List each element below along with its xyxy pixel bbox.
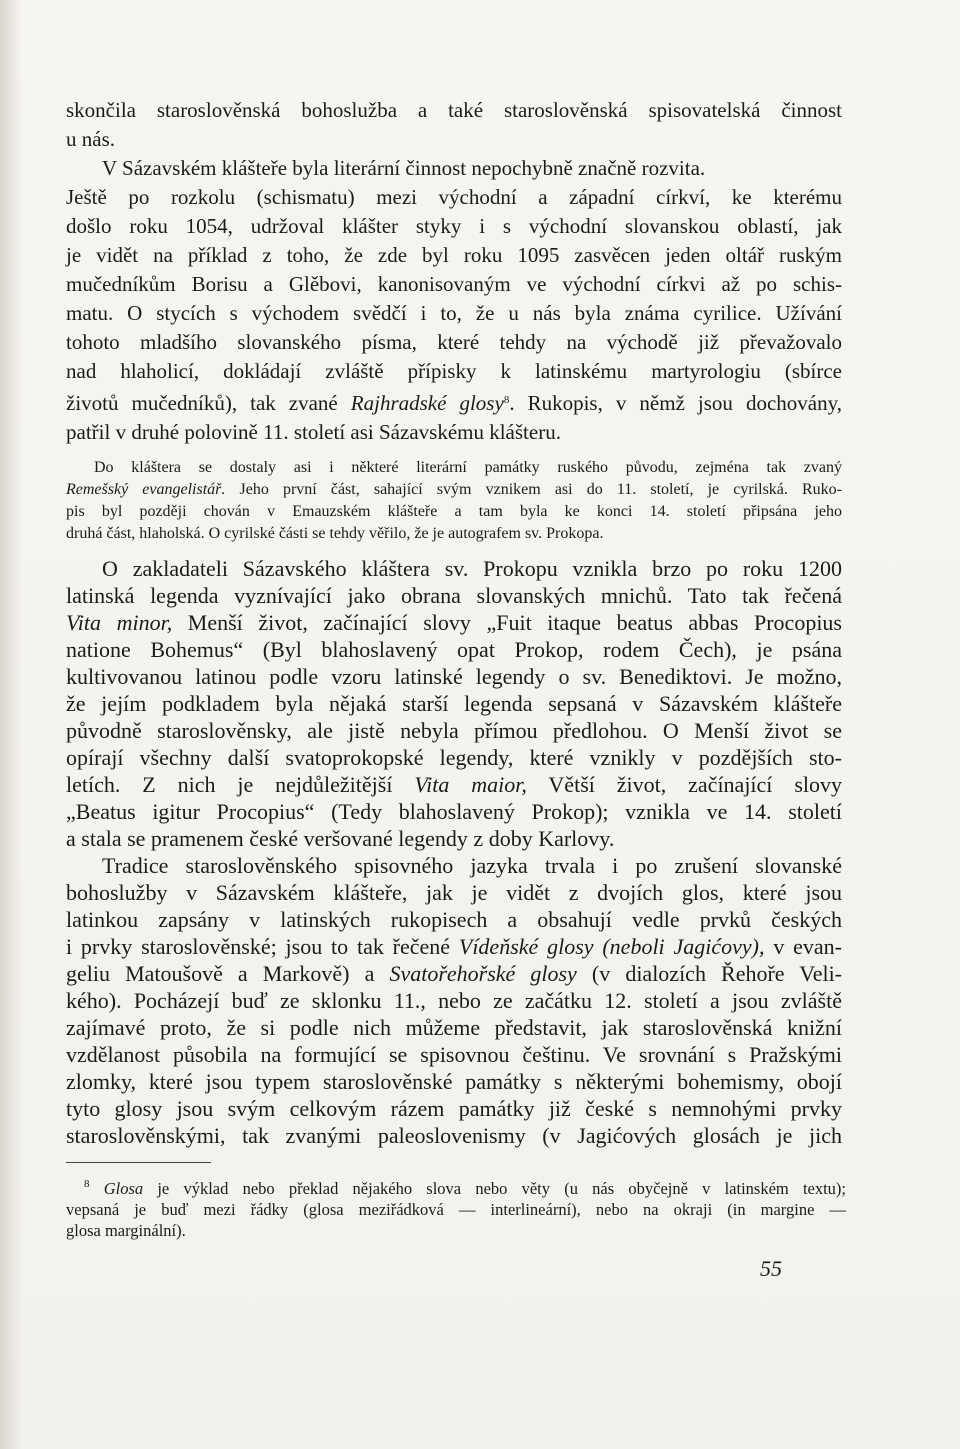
text-line: kultivovanou latinou podle vzoru latinské legendy o sv. Benediktovi. Je možno,: [66, 664, 842, 689]
text-fragment: i prvky staroslověnské; jsou to tak řečené: [66, 934, 459, 959]
paragraph-3: [66, 555, 842, 852]
text-line: mučedníkům Borisu a Glěbovi, kanonisovaným ve východní církvi až po schis-: [66, 272, 842, 296]
text-line: zlomky, které jsou typem staroslověnské památky s některými bohemismy, obojí: [66, 1069, 842, 1094]
page-edge-shadow: [0, 0, 22, 1449]
text-line: Ještě po rozkolu (schismatu) mezi východní a západní církví, ke kterému: [66, 185, 842, 209]
text-line: kého). Pocházejí buď ze sklonku 11., nebo ze začátku 12. století a jsou zvláště: [66, 988, 842, 1013]
text-line: matu. O stycích s východem svědčí i to, že u nás byla známa cyrilice. Užívání: [66, 301, 842, 325]
text-fragment: Menší život, začínající slovy „Fuit itaque beatus abbas Procopius: [172, 610, 842, 635]
text-line: glosa marginální).: [66, 1221, 186, 1240]
paragraph-1: [66, 96, 842, 154]
text-line: „Beatus igitur Procopius“ (Tedy blahoslavený Prokop); vznikla ve 14. století: [66, 799, 842, 824]
italic-title: Remešský evangelistář.: [66, 481, 226, 498]
footnote-marker: 8: [503, 394, 510, 406]
small-print-paragraph: [66, 457, 842, 545]
paragraph-4: [66, 852, 842, 1149]
text-line: vzdělanost působila na formující se spisovnou češtinu. Ve srovnání s Pražskými: [66, 1042, 842, 1067]
text-line: patřil v druhé polovině 11. století asi Sázavskému klášteru.: [66, 420, 561, 444]
text-line: vepsaná je buď mezi řádky (glosa meziřádková — interlineární), nebo na okraji (in margine —: [66, 1200, 846, 1219]
text-line: bohoslužby v Sázavském klášteře, jak je vidět z dvojích glos, které jsou: [66, 880, 842, 905]
text-line: Do kláštera se dostaly asi i některé literární památky ruského původu, zejména tak zvaný: [94, 459, 842, 476]
text-fragment: Jeho první část, sahající svým vznikem asi do 11. století, je cyrilská. Ruko-: [225, 481, 843, 498]
italic-title: Vita maior,: [414, 772, 527, 797]
footnote-marker: 8: [84, 1178, 90, 1190]
text-line: že jejím podkladem byla nějaká starší legenda sepsaná v Sázavském klášteře: [66, 691, 842, 716]
italic-title: Svatořehořské glosy: [389, 961, 577, 986]
text-line: latinská legenda vyznívající jako obrana slovanských mnichů. Tato tak řečená: [66, 583, 842, 608]
text-line: a stala se pramenem české veršované legendy z doby Karlovy.: [66, 826, 615, 851]
text-line: Tradice staroslověnského spisovného jazyka trvala i po zrušení slovanské: [102, 853, 842, 878]
text-line: tohoto mladšího slovanského písma, které tehdy na východě již převažovalo: [66, 330, 842, 354]
paragraph-2: [66, 154, 842, 447]
text-line: [66, 386, 842, 418]
text-fragment: životů mučedníků), tak zvané: [66, 391, 351, 415]
text-line: O zakladateli Sázavského kláštera sv. Prokopu vznikla brzo po roku 1200: [102, 556, 842, 581]
footnote-divider: [66, 1162, 211, 1163]
text-line: původně staroslověnsky, ale jistě nebyla přímou předlohou. O Menší život se: [66, 718, 842, 743]
text-line: pis byl později chován v Emauzském klášteře a tam byla ke konci 14. století připsána jeho: [66, 503, 842, 520]
text-line: [66, 1174, 846, 1199]
text-line: skončila staroslověnská bohoslužba a také staroslověnská spisovatelská činnost: [66, 98, 842, 122]
text-fragment: Větší život, začínající slovy: [526, 772, 842, 797]
text-line: natione Bohemus“ (Byl blahoslavený opat Prokop, rodem Čech), je psána: [66, 637, 842, 662]
text-line: [66, 960, 842, 987]
text-fragment: je výklad nebo překlad nějakého slova nebo věty (u nás obyčejně v latinském textu);: [143, 1179, 847, 1198]
text-fragment: geliu Matoušově a Markově) a: [66, 961, 390, 986]
text-line: [66, 933, 842, 960]
text-fragment: v evan-: [764, 934, 842, 959]
text-line: [66, 609, 842, 636]
text-line: zajímavé proto, že si podle nich můžeme představit, jak staroslověnská knižní: [66, 1015, 842, 1040]
text-line: [66, 771, 842, 798]
text-fragment: letích. Z nich je nejdůležitější: [66, 772, 415, 797]
text-fragment: . Rukopis, v němž jsou dochovány,: [509, 391, 842, 415]
text-line: u nás.: [66, 127, 115, 151]
footnote: [66, 1174, 846, 1241]
text-line: staroslověnskými, tak zvanými paleoslovenismy (v Jagićových glosách je jich: [66, 1123, 842, 1148]
body-text: [66, 96, 842, 1149]
text-line: je vidět na příklad z toho, že zde byl roku 1095 zasvěcen jeden oltář ruským: [66, 243, 842, 267]
text-line: latinkou zapsány v latinských rukopisech a obsahují vedle prvků českých: [66, 907, 842, 932]
text-fragment: (v dialozích Řehoře Veli-: [576, 961, 843, 986]
italic-term: Glosa: [103, 1179, 144, 1198]
text-line: druhá část, hlaholská. O cyrilské části se tehdy věřilo, že je autografem sv. Prokopa.: [66, 525, 604, 542]
page-number: 55: [760, 1256, 782, 1281]
italic-title: Vídeňské glosy (neboli Jagićovy),: [458, 934, 765, 959]
text-line: tyto glosy jsou svým celkovým rázem památky již české s nemnohými prvky: [66, 1096, 842, 1121]
text-line: V Sázavském klášteře byla literární činnost nepochybně značně rozvita.: [102, 156, 706, 180]
italic-title: Rajhradské glosy: [350, 391, 504, 415]
italic-title: Vita minor,: [66, 610, 173, 635]
text-line: opírají všechny další svatoprokopské legendy, které vznikly v pozdějších sto-: [66, 745, 842, 770]
text-line: nad hlaholicí, dokládají zvláště přípisky k latinskému martyrologiu (sbírce: [66, 359, 842, 383]
text-line: [66, 479, 842, 501]
text-line: došlo roku 1054, udržoval klášter styky i s východní slovanskou oblastí, jak: [66, 214, 842, 238]
